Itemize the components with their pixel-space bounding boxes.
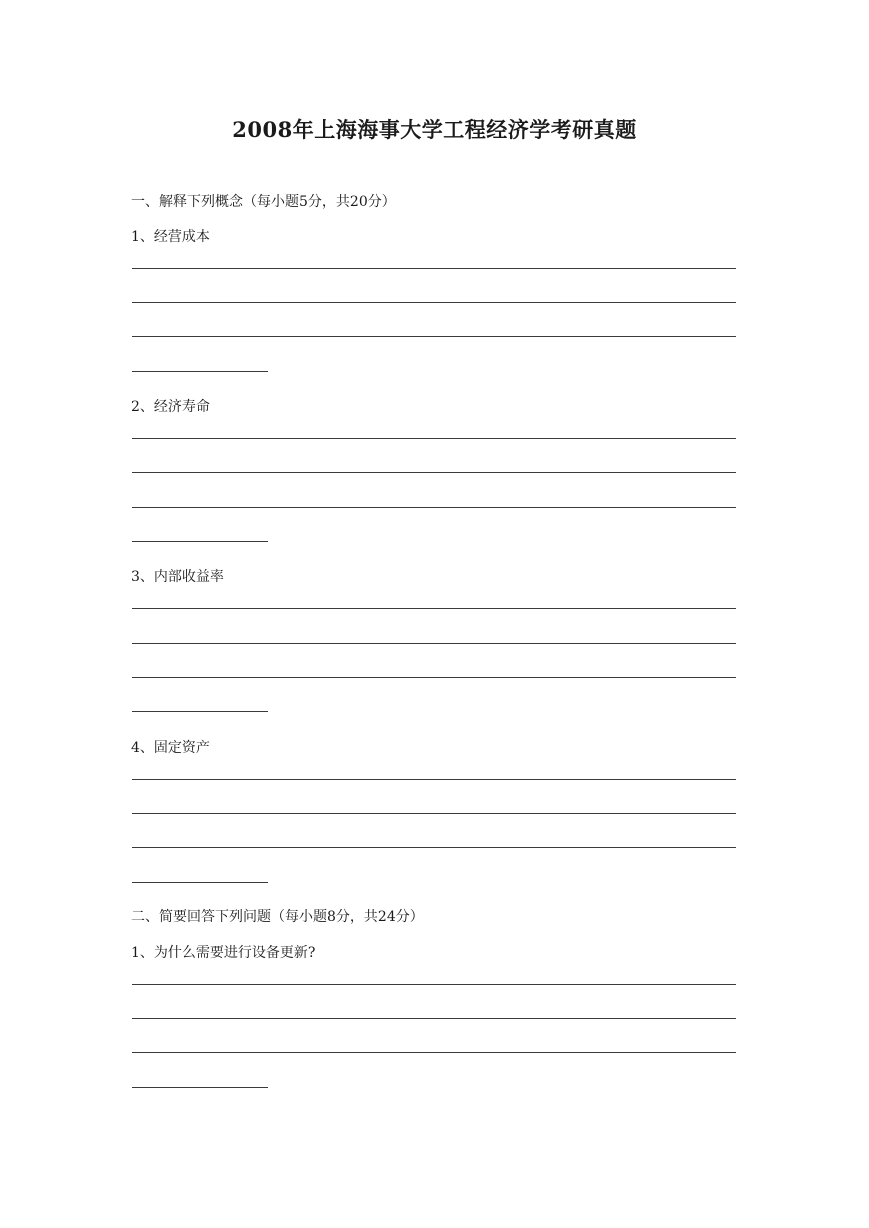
answer-line	[132, 882, 268, 883]
question-label-1-3: 3、内部收益率	[131, 569, 224, 585]
answer-line	[132, 847, 736, 848]
answer-line	[132, 507, 736, 508]
answer-line	[132, 1087, 268, 1088]
answer-line	[132, 711, 268, 712]
answer-line	[132, 984, 736, 985]
question-label-1-4: 4、固定资产	[131, 740, 210, 756]
answer-line	[132, 677, 736, 678]
answer-line	[132, 336, 736, 337]
answer-line	[132, 608, 736, 609]
answer-line	[132, 813, 736, 814]
answer-line	[132, 779, 736, 780]
answer-line	[132, 472, 736, 473]
answer-line	[132, 1052, 736, 1053]
question-label-1-1: 1、经营成本	[131, 229, 210, 245]
answer-line	[132, 371, 268, 372]
section-heading-1: 一、解释下列概念（每小题5分，共20分）	[131, 194, 396, 210]
question-label-2-1: 1、为什么需要进行设备更新?	[131, 945, 316, 961]
question-label-1-2: 2、经济寿命	[131, 399, 210, 415]
answer-line	[132, 1018, 736, 1019]
document-title: 2008年上海海事大学工程经济学考研真题	[232, 117, 637, 142]
answer-line	[132, 541, 268, 542]
answer-line	[132, 438, 736, 439]
answer-line	[132, 302, 736, 303]
answer-line	[132, 643, 736, 644]
section-heading-2: 二、简要回答下列问题（每小题8分，共24分）	[131, 909, 424, 925]
answer-line	[132, 268, 736, 269]
